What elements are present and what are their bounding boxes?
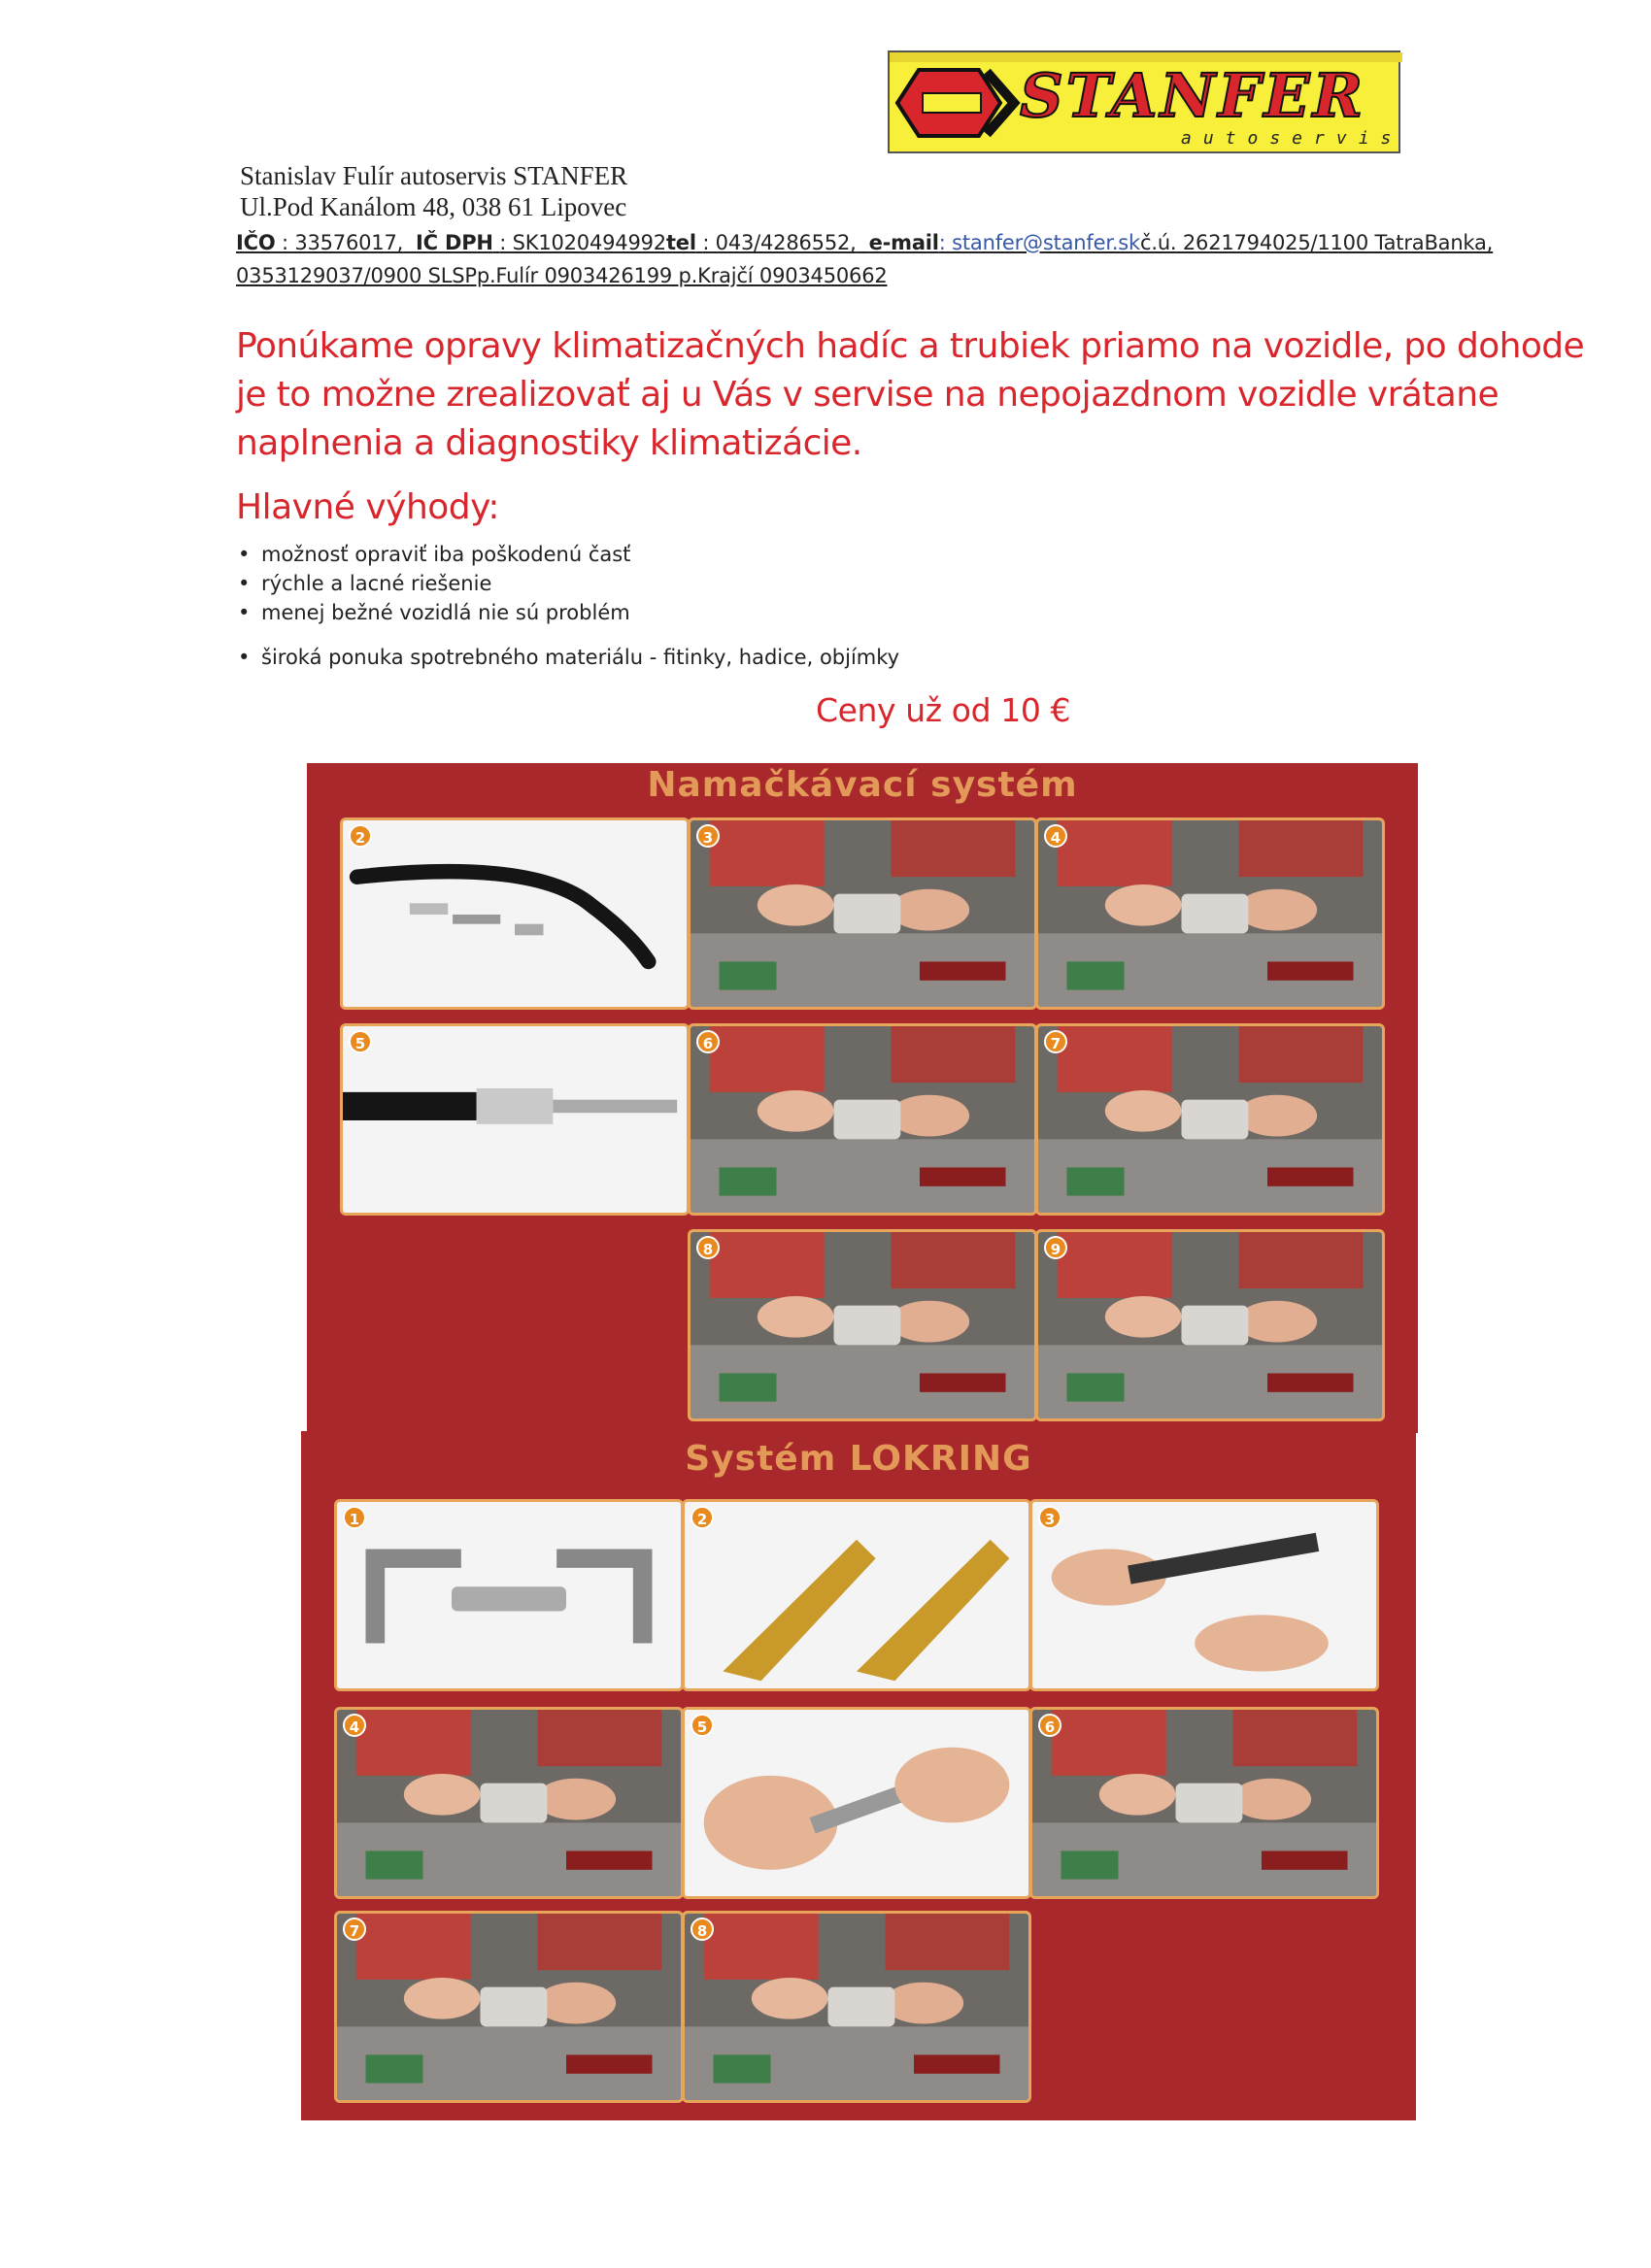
step-number-badge: 9	[1044, 1236, 1067, 1259]
crimped-hose-photo-icon	[1038, 1232, 1382, 1418]
crimp-photo-tile	[1035, 817, 1385, 1010]
hose-measure-photo-icon	[691, 820, 1034, 1007]
tel-value: : 043/4286552,	[702, 231, 857, 254]
crimp-photo-tile	[1035, 1229, 1385, 1421]
logo-brand-text: STANFER	[1020, 60, 1366, 131]
company-address: Ul.Pod Kanálom 48, 038 61 Lipovec	[240, 192, 627, 221]
email-label: e-mail	[868, 231, 939, 254]
step-number-badge: 4	[1044, 824, 1067, 848]
stanfer-logo	[888, 50, 1403, 153]
advantages-list	[236, 540, 899, 672]
step-number-badge: 3	[696, 824, 720, 848]
headline: Ponúkame opravy klimatizačných hadíc a trubiek priamo na vozidle, po dohode je to možne zrealizovať aj u Vás v servise na nepojazdnom vozidle vrátane naplnenia a diagnostiky klimatizácie.	[236, 326, 1585, 463]
crimp-die-photo-icon	[1038, 820, 1382, 1007]
step-number-badge: 7	[343, 1918, 366, 1941]
step-number-badge: 6	[1038, 1714, 1061, 1737]
advantages-title: Hlavné výhody:	[236, 487, 499, 527]
list-item: • široká ponuka spotrebného materiálu - fitinky, hadice, objímky	[236, 643, 899, 672]
email-link[interactable]: : stanfer@stanfer.sk	[938, 231, 1140, 254]
crimp-photo-tile	[340, 817, 690, 1010]
crimp-system-panel	[307, 763, 1418, 1433]
step-number-badge: 3	[1038, 1506, 1061, 1529]
list-item: • rýchle a lacné riešenie	[236, 569, 899, 598]
lokring-photo-tile	[1029, 1707, 1379, 1899]
contact-line-1	[236, 231, 1493, 254]
ico-value: : 33576017,	[281, 231, 404, 254]
step-number-badge: 4	[343, 1714, 366, 1737]
step-number-badge: 5	[349, 1030, 372, 1053]
pipe-connector-icon	[337, 1502, 681, 1688]
lokring-photo-tile	[334, 1499, 684, 1691]
panel-title: Systém LOKRING	[685, 1439, 1032, 1479]
step-number-badge: 8	[691, 1918, 714, 1941]
jaw-tools-icon	[685, 1502, 1028, 1688]
step-number-badge: 2	[349, 824, 372, 848]
finished-joint-photo-icon	[685, 1914, 1028, 2100]
hand-crimper-photo-icon	[691, 1026, 1034, 1213]
step-number-badge: 6	[696, 1030, 720, 1053]
contact-line-2: 0353129037/0900 SLSPp.Fulír 0903426199 p.Krajčí 0903450662	[236, 264, 888, 287]
tool-assembly-photo-icon	[1032, 1710, 1376, 1896]
ico-label: IČO	[236, 231, 276, 254]
crimp-photo-tile	[1035, 1023, 1385, 1216]
lokring-photo-tile	[334, 1707, 684, 1899]
lokring-press-photo-icon	[337, 1914, 681, 2100]
pipe-insert-photo-icon	[685, 1710, 1028, 1896]
price-text: Ceny už od 10 €	[816, 691, 1071, 729]
list-item: • menej bežné vozidlá nie sú problém	[236, 598, 899, 627]
crimp-machine-photo-icon	[1038, 1026, 1382, 1213]
step-number-badge: 8	[696, 1236, 720, 1259]
step-number-badge: 1	[343, 1506, 366, 1529]
crimp-photo-tile	[340, 1023, 690, 1216]
tel-label: tel	[665, 231, 696, 254]
step-number-badge: 2	[691, 1506, 714, 1529]
lokring-photo-tile	[1029, 1499, 1379, 1691]
account-line: č.ú. 2621794025/1100 TatraBanka,	[1140, 231, 1494, 254]
logo-sub-text: autoservis	[1181, 128, 1403, 149]
pipe-cleaning-photo-icon	[337, 1710, 681, 1896]
dic-value: : SK1020494992	[499, 231, 666, 254]
hose-end-fitting-icon	[343, 1026, 687, 1213]
lokring-system-panel	[301, 1431, 1416, 2120]
crimp-photo-tile	[688, 817, 1037, 1010]
lokring-photo-tile	[682, 1499, 1031, 1691]
step-number-badge: 5	[691, 1714, 714, 1737]
crimping-workbench-photo-icon	[691, 1232, 1034, 1418]
lokring-photo-tile	[682, 1911, 1031, 2103]
pliers-photo-icon	[1032, 1502, 1376, 1688]
crimp-photo-tile	[688, 1023, 1037, 1216]
panel-title: Namačkávací systém	[647, 765, 1078, 805]
crimp-photo-tile	[688, 1229, 1037, 1421]
lokring-photo-tile	[334, 1911, 684, 2103]
lokring-photo-tile	[682, 1707, 1031, 1899]
hose-fitting-icon	[343, 820, 687, 1007]
company-name: Stanislav Fulír autoservis STANFER	[240, 161, 628, 190]
step-number-badge: 7	[1044, 1030, 1067, 1053]
list-item: • možnosť opraviť iba poškodenú časť	[236, 540, 899, 569]
dic-label: IČ DPH	[416, 231, 493, 254]
